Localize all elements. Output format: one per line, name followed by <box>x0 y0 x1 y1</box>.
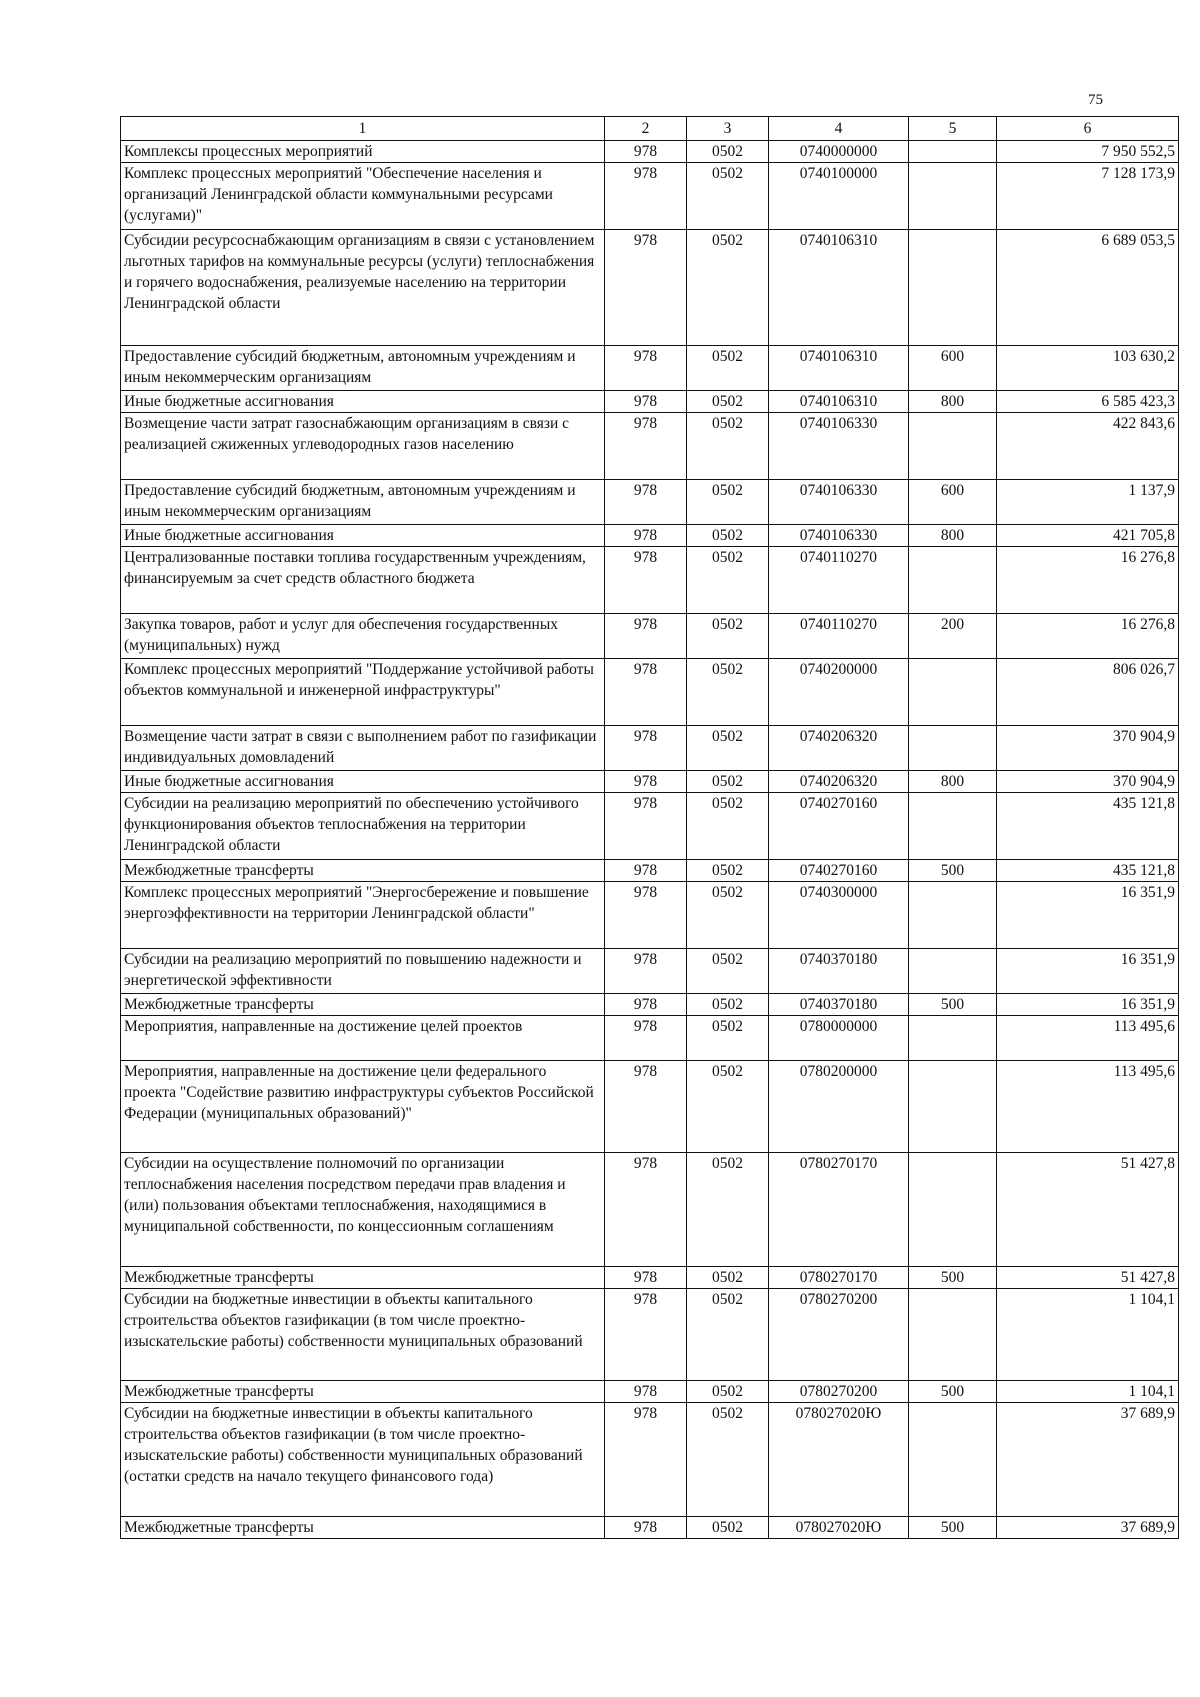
admin-code-cell: 978 <box>605 1061 687 1153</box>
table-row <box>121 1061 1179 1153</box>
expense-type-cell <box>909 726 997 771</box>
expense-type-cell <box>909 1403 997 1517</box>
admin-code-cell: 978 <box>605 1517 687 1539</box>
target-article-cell: 0740106310 <box>769 346 909 391</box>
amount-cell: 6 689 053,5 <box>997 230 1179 346</box>
table-row <box>121 163 1179 230</box>
admin-code-cell: 978 <box>605 480 687 525</box>
admin-code-cell: 978 <box>605 163 687 230</box>
admin-code-cell: 978 <box>605 860 687 882</box>
item-name-cell: Субсидии на бюджетные инвестиции в объекты капитального строительства объектов газификации (в том числе проектно-изыскательские работы) собственности муниципальных образований <box>121 1289 605 1381</box>
amount-cell: 37 689,9 <box>997 1403 1179 1517</box>
item-name-cell: Иные бюджетные ассигнования <box>121 525 605 547</box>
target-article-cell: 0780270200 <box>769 1289 909 1381</box>
item-name-cell: Субсидии на бюджетные инвестиции в объекты капитального строительства объектов газификации (в том числе проектно-изыскательские работы) собственности муниципальных образований (остатки средств на начало текущего финансового года) <box>121 1403 605 1517</box>
item-name-cell: Комплекс процессных мероприятий "Поддержание устойчивой работы объектов коммунальной и инженерной инфраструктуры" <box>121 659 605 726</box>
table-row <box>121 614 1179 659</box>
amount-cell: 51 427,8 <box>997 1267 1179 1289</box>
admin-code-cell: 978 <box>605 726 687 771</box>
section-code-cell: 0502 <box>687 726 769 771</box>
amount-cell: 806 026,7 <box>997 659 1179 726</box>
expense-type-cell <box>909 547 997 614</box>
item-name-cell: Предоставление субсидий бюджетным, автономным учреждениям и иным некоммерческим организациям <box>121 480 605 525</box>
item-name-cell: Межбюджетные трансферты <box>121 860 605 882</box>
expense-type-cell <box>909 1061 997 1153</box>
target-article-cell: 0740106310 <box>769 391 909 413</box>
target-article-cell: 078027020Ю <box>769 1517 909 1539</box>
expense-type-cell: 800 <box>909 391 997 413</box>
page-number: 75 <box>1088 92 1103 108</box>
target-article-cell: 0740106330 <box>769 525 909 547</box>
table-row <box>121 994 1179 1016</box>
expense-type-cell: 800 <box>909 771 997 793</box>
target-article-cell: 0740200000 <box>769 659 909 726</box>
section-code-cell: 0502 <box>687 480 769 525</box>
section-code-cell: 0502 <box>687 413 769 480</box>
admin-code-cell: 978 <box>605 1403 687 1517</box>
amount-cell: 1 137,9 <box>997 480 1179 525</box>
table-row <box>121 1517 1179 1539</box>
expense-type-cell <box>909 163 997 230</box>
section-code-cell: 0502 <box>687 994 769 1016</box>
amount-cell: 422 843,6 <box>997 413 1179 480</box>
column-header-1: 1 <box>121 117 605 141</box>
admin-code-cell: 978 <box>605 1289 687 1381</box>
amount-cell: 7 950 552,5 <box>997 141 1179 163</box>
admin-code-cell: 978 <box>605 771 687 793</box>
column-header-3: 3 <box>687 117 769 141</box>
admin-code-cell: 978 <box>605 659 687 726</box>
item-name-cell: Иные бюджетные ассигнования <box>121 771 605 793</box>
target-article-cell: 0780200000 <box>769 1061 909 1153</box>
item-name-cell: Комплексы процессных мероприятий <box>121 141 605 163</box>
section-code-cell: 0502 <box>687 1289 769 1381</box>
table-row <box>121 726 1179 771</box>
expense-type-cell <box>909 949 997 994</box>
expense-type-cell: 500 <box>909 1381 997 1403</box>
expense-type-cell <box>909 230 997 346</box>
amount-cell: 435 121,8 <box>997 860 1179 882</box>
amount-cell: 6 585 423,3 <box>997 391 1179 413</box>
item-name-cell: Субсидии на осуществление полномочий по организации теплоснабжения населения посредством передачи прав владения и (или) пользования объектами теплоснабжения, находящимися в муниципальной собственности, по концессионным соглашениям <box>121 1153 605 1267</box>
amount-cell: 16 351,9 <box>997 949 1179 994</box>
table-row <box>121 1403 1179 1517</box>
table-row <box>121 659 1179 726</box>
expense-type-cell: 500 <box>909 860 997 882</box>
item-name-cell: Комплекс процессных мероприятий "Энергосбережение и повышение энергоэффективности на территории Ленинградской области" <box>121 882 605 949</box>
amount-cell: 16 276,8 <box>997 614 1179 659</box>
section-code-cell: 0502 <box>687 141 769 163</box>
item-name-cell: Предоставление субсидий бюджетным, автономным учреждениям и иным некоммерческим организациям <box>121 346 605 391</box>
table-row <box>121 860 1179 882</box>
item-name-cell: Субсидии ресурсоснабжающим организациям в связи с установлением льготных тарифов на коммунальные ресурсы (услуги) теплоснабжения и горячего водоснабжения, реализуемые населению на территории Ленинградской области <box>121 230 605 346</box>
item-name-cell: Межбюджетные трансферты <box>121 1517 605 1539</box>
item-name-cell: Комплекс процессных мероприятий "Обеспечение населения и организаций Ленинградской области коммунальными ресурсами (услугами)" <box>121 163 605 230</box>
admin-code-cell: 978 <box>605 793 687 860</box>
item-name-cell: Централизованные поставки топлива государственным учреждениям, финансируемым за счет средств областного бюджета <box>121 547 605 614</box>
column-header-5: 5 <box>909 117 997 141</box>
table-row <box>121 480 1179 525</box>
target-article-cell: 0740106330 <box>769 480 909 525</box>
section-code-cell: 0502 <box>687 391 769 413</box>
item-name-cell: Субсидии на реализацию мероприятий по обеспечению устойчивого функционирования объектов теплоснабжения на территории Ленинградской области <box>121 793 605 860</box>
item-name-cell: Мероприятия, направленные на достижение целей проектов <box>121 1016 605 1061</box>
expense-type-cell <box>909 1289 997 1381</box>
table-row <box>121 793 1179 860</box>
admin-code-cell: 978 <box>605 949 687 994</box>
target-article-cell: 0780270170 <box>769 1153 909 1267</box>
table-row <box>121 1016 1179 1061</box>
table-row <box>121 230 1179 346</box>
admin-code-cell: 978 <box>605 994 687 1016</box>
section-code-cell: 0502 <box>687 346 769 391</box>
section-code-cell: 0502 <box>687 949 769 994</box>
section-code-cell: 0502 <box>687 1153 769 1267</box>
admin-code-cell: 978 <box>605 346 687 391</box>
target-article-cell: 0740000000 <box>769 141 909 163</box>
section-code-cell: 0502 <box>687 1517 769 1539</box>
item-name-cell: Мероприятия, направленные на достижение цели федерального проекта "Содействие развитию инфраструктуры субъектов Российской Федерации (муниципальных образований)" <box>121 1061 605 1153</box>
item-name-cell: Возмещение части затрат газоснабжающим организациям в связи с реализацией сжиженных углеводородных газов населению <box>121 413 605 480</box>
target-article-cell: 0780000000 <box>769 1016 909 1061</box>
table-row <box>121 1381 1179 1403</box>
expense-type-cell: 600 <box>909 346 997 391</box>
header-row <box>121 117 1179 141</box>
amount-cell: 51 427,8 <box>997 1153 1179 1267</box>
section-code-cell: 0502 <box>687 793 769 860</box>
column-header-2: 2 <box>605 117 687 141</box>
table-row <box>121 391 1179 413</box>
table-row <box>121 1153 1179 1267</box>
admin-code-cell: 978 <box>605 1381 687 1403</box>
section-code-cell: 0502 <box>687 614 769 659</box>
amount-cell: 113 495,6 <box>997 1061 1179 1153</box>
admin-code-cell: 978 <box>605 1153 687 1267</box>
expense-type-cell: 500 <box>909 1517 997 1539</box>
expense-type-cell <box>909 793 997 860</box>
section-code-cell: 0502 <box>687 1016 769 1061</box>
target-article-cell: 0740100000 <box>769 163 909 230</box>
item-name-cell: Субсидии на реализацию мероприятий по повышению надежности и энергетической эффективности <box>121 949 605 994</box>
table-row <box>121 1289 1179 1381</box>
section-code-cell: 0502 <box>687 860 769 882</box>
admin-code-cell: 978 <box>605 413 687 480</box>
item-name-cell: Возмещение части затрат в связи с выполнением работ по газификации индивидуальных домовладений <box>121 726 605 771</box>
admin-code-cell: 978 <box>605 391 687 413</box>
amount-cell: 421 705,8 <box>997 525 1179 547</box>
amount-cell: 103 630,2 <box>997 346 1179 391</box>
column-header-4: 4 <box>769 117 909 141</box>
table-row <box>121 525 1179 547</box>
section-code-cell: 0502 <box>687 882 769 949</box>
target-article-cell: 0740110270 <box>769 547 909 614</box>
admin-code-cell: 978 <box>605 525 687 547</box>
expense-type-cell: 500 <box>909 1267 997 1289</box>
amount-cell: 113 495,6 <box>997 1016 1179 1061</box>
amount-cell: 16 351,9 <box>997 882 1179 949</box>
target-article-cell: 0740370180 <box>769 949 909 994</box>
expense-type-cell <box>909 1016 997 1061</box>
target-article-cell: 0740270160 <box>769 793 909 860</box>
amount-cell: 7 128 173,9 <box>997 163 1179 230</box>
target-article-cell: 0740206320 <box>769 726 909 771</box>
table-row <box>121 346 1179 391</box>
amount-cell: 370 904,9 <box>997 726 1179 771</box>
section-code-cell: 0502 <box>687 163 769 230</box>
section-code-cell: 0502 <box>687 659 769 726</box>
table-row <box>121 413 1179 480</box>
table-row <box>121 771 1179 793</box>
admin-code-cell: 978 <box>605 141 687 163</box>
table-body <box>121 141 1179 1539</box>
expense-type-cell <box>909 413 997 480</box>
target-article-cell: 078027020Ю <box>769 1403 909 1517</box>
expense-type-cell <box>909 1153 997 1267</box>
target-article-cell: 0740110270 <box>769 614 909 659</box>
expense-type-cell <box>909 141 997 163</box>
item-name-cell: Межбюджетные трансферты <box>121 1381 605 1403</box>
table-row <box>121 1267 1179 1289</box>
expense-type-cell: 200 <box>909 614 997 659</box>
section-code-cell: 0502 <box>687 1267 769 1289</box>
admin-code-cell: 978 <box>605 882 687 949</box>
expense-type-cell: 500 <box>909 994 997 1016</box>
admin-code-cell: 978 <box>605 1267 687 1289</box>
section-code-cell: 0502 <box>687 1403 769 1517</box>
section-code-cell: 0502 <box>687 230 769 346</box>
target-article-cell: 0740270160 <box>769 860 909 882</box>
target-article-cell: 0780270170 <box>769 1267 909 1289</box>
item-name-cell: Межбюджетные трансферты <box>121 994 605 1016</box>
section-code-cell: 0502 <box>687 1381 769 1403</box>
admin-code-cell: 978 <box>605 1016 687 1061</box>
budget-table <box>120 116 1179 1539</box>
target-article-cell: 0740300000 <box>769 882 909 949</box>
expense-type-cell: 800 <box>909 525 997 547</box>
amount-cell: 16 351,9 <box>997 994 1179 1016</box>
target-article-cell: 0740370180 <box>769 994 909 1016</box>
amount-cell: 370 904,9 <box>997 771 1179 793</box>
column-header-6: 6 <box>997 117 1179 141</box>
item-name-cell: Межбюджетные трансферты <box>121 1267 605 1289</box>
amount-cell: 16 276,8 <box>997 547 1179 614</box>
target-article-cell: 0740106310 <box>769 230 909 346</box>
expense-type-cell: 600 <box>909 480 997 525</box>
section-code-cell: 0502 <box>687 771 769 793</box>
section-code-cell: 0502 <box>687 1061 769 1153</box>
expense-type-cell <box>909 659 997 726</box>
amount-cell: 1 104,1 <box>997 1381 1179 1403</box>
amount-cell: 37 689,9 <box>997 1517 1179 1539</box>
expense-type-cell <box>909 882 997 949</box>
table-row <box>121 547 1179 614</box>
admin-code-cell: 978 <box>605 614 687 659</box>
section-code-cell: 0502 <box>687 525 769 547</box>
item-name-cell: Закупка товаров, работ и услуг для обеспечения государственных (муниципальных) нужд <box>121 614 605 659</box>
table-row <box>121 141 1179 163</box>
admin-code-cell: 978 <box>605 230 687 346</box>
target-article-cell: 0780270200 <box>769 1381 909 1403</box>
admin-code-cell: 978 <box>605 547 687 614</box>
amount-cell: 1 104,1 <box>997 1289 1179 1381</box>
target-article-cell: 0740106330 <box>769 413 909 480</box>
section-code-cell: 0502 <box>687 547 769 614</box>
table-row <box>121 949 1179 994</box>
amount-cell: 435 121,8 <box>997 793 1179 860</box>
target-article-cell: 0740206320 <box>769 771 909 793</box>
item-name-cell: Иные бюджетные ассигнования <box>121 391 605 413</box>
table-row <box>121 882 1179 949</box>
